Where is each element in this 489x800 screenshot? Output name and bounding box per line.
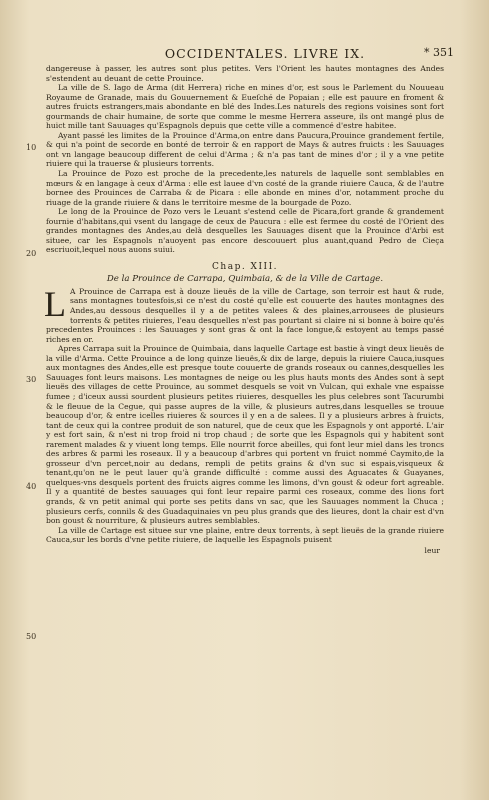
paragraph: La Prouince de Pozo est proche de la precedente,les naturels de laquelle sont semblables en mœurs & en langage à ceux d'Arma : elle est lauee d'vn costé de la grande riuiere Cauca, & de l'autre bornee des Prouinces de Carraba & de Picara : elle abonde en mines d'or, notamment proche du riuage de la grande riuiere & dans le territoire mesme de la bourgade de Pozo. — [46, 169, 444, 207]
page-number: * 351 — [424, 46, 454, 59]
margin-number: 50 — [26, 632, 37, 641]
paragraph: A Prouince de Carrapa est à douze lieuës de la ville de Cartage, son terroir est haut & rude, sans montagnes toutesfois,si ce n'est du costé qu'elle est couuerte des hautes montagnes des Andes,au dessous desquelles il y a de petites valees & des plaines,arrousees de plusieurs torrents & petites riuieres, l'eau desquelles n'est pas pourtant si claire ni si bonne à boire qu'és precedentes Prouinces : les Sauuages y sont gras & ont la face longue,& estoyent au temps passé riches en or. — [46, 286, 444, 344]
catchword: leur — [424, 545, 440, 555]
paragraph: dangereuse à passer, les autres sont plus petites. Vers l'Orient les hautes montagnes des Andes s'estendent au deuant de cette Prouince. — [46, 64, 444, 83]
paragraph: Ayant passé les limites de la Prouince d'Arma,on entre dans Paucura,Prouince grandement fertile, & qui n'a point de secorde en bonté de terroir & en rapport de Mays & autres fruicts : les Sauuages ont vn langage beaucoup different de celui d'Arma ; & n'a pas tant de mines d'or ; il y a vne petite riuiere qui la trauerse & plusieurs torrents. — [46, 130, 444, 169]
body-text — [46, 64, 444, 555]
margin-number: 40 — [26, 482, 37, 491]
paragraph: La ville de Cartage est situee sur vne plaine, entre deux torrents, à sept lieuës de la grande riuiere Cauca,sur les bords d'vne petite riuiere, de laquelle les Espagnols puisent — [46, 525, 444, 545]
margin-number: 30 — [26, 375, 37, 384]
running-title: OCCIDENTALES. LIVRE IX. — [164, 46, 366, 61]
paragraph: Apres Carrapa suit la Prouince de Quimbaia, dans laquelle Cartage est bastie à vingt deux lieuës de la ville d'Arma. Cette Prouince a de long quinze lieuës,& dix de large, depuis la riuiere Cauca,iusques aux montagnes des Andes,elle est presque toute couuerte de grands roseaux ou cannes,desquelles les Sauuages font leurs maisons. Les montagnes de neige ou les plus hauts monts des Andes sont à sept lieuës des villages de cette Prouince, au sommet desquels se voit vn Vulcan, qui exhale vne espaisse fumee ; d'iceux aussi sourdent plusieurs petites riuieres, desquelles les plus celebres sont Tacurumbi & le fleuue de la Cegue, qui passe aupres de la ville, & plusieurs autres,dans lesquelles se trouue beaucoup d'or, & entre icelles riuieres & sources il y en a de salees. Il y a plusieurs arbres à fruicts, tant de ceux qui la contree produit de son naturel, que de ceux que les Espagnols y ont apporté. L'air y est fort sain, & n'est ni trop froid ni trop chaud ; de sorte que les Espagnols qui y habitent sont rarement malades & y viuent long temps. Elle nourrit force abeilles, qui font leur miel dans les troncs des arbres & parmi les roseaux. Il y a beaucoup d'arbres qui portent vn fruict nommé Caymito,de la grosseur d'vn percet,noir au dedans, rempli de petits grains & d'vn suc si espais,visqueux & tenant,qu'on ne le peut lauer qu'à grande difficulté : comme aussi des Aguacates & Guayanes, quelques-vns desquels portent des fruicts aigres comme les limons, d'vn goust & odeur fort agreable. Il y a quantité de bestes sauuages qui font leur repaire parmi ces roseaux, comme des lions fort grands, & vn petit animal qui porte ses petits dans vn sac, que les Sauuages nomment la Chuca ; plusieurs cerfs, connils & des Guadaquinaies vn peu plus grands que des lieures, dont la chair est d'vn bon goust & nourriture, & plusieurs autres semblables. — [46, 344, 444, 526]
chapter-title: De la Prouince de Carrapa, Quimbaia, & de la Ville de Cartage. — [106, 273, 384, 284]
paragraph: Le long de la Prouince de Pozo vers le Leuant s'estend celle de Picara,fort grande & grandement fournie d'habitans,qui vsent du langage de ceux de Paucura : elle est fermee du costé de l'Orient des grandes montagnes des Andes,au delà desquelles les Sauuages disent que la Prouince d'Arbi est situee, car les Espagnols n'auoyent pas encore descouuert plus auant,quand Pedro de Cieça escriuoit,lequel nous auons suiui. — [46, 207, 444, 255]
margin-number: 10 — [26, 143, 37, 152]
chapter-heading: Chap. XIII. — [212, 261, 278, 272]
paragraph: La ville de S. Iago de Arma (dit Herrera) riche en mines d'or, est sous le Parlement du Nouueau Royaume de Granade, mais du Gouuernement & Eueſché de Popaian ; elle est pauure en froment & autres fruicts estrangers,mais abondante en blé des Indes.Les naturels des regions voisines sont fort gourmands de chair humaine, de sorte que comme le mesme Herrera asseure, ils ont mangé plus de huict mille tant Sauuages qu'Espagnols depuis que cette ville a commencé d'estre habitee. — [46, 83, 444, 131]
margin-number: 20 — [26, 249, 37, 258]
running-header — [80, 46, 454, 61]
opening-paragraph — [44, 283, 444, 344]
drop-capital: L — [44, 283, 66, 324]
